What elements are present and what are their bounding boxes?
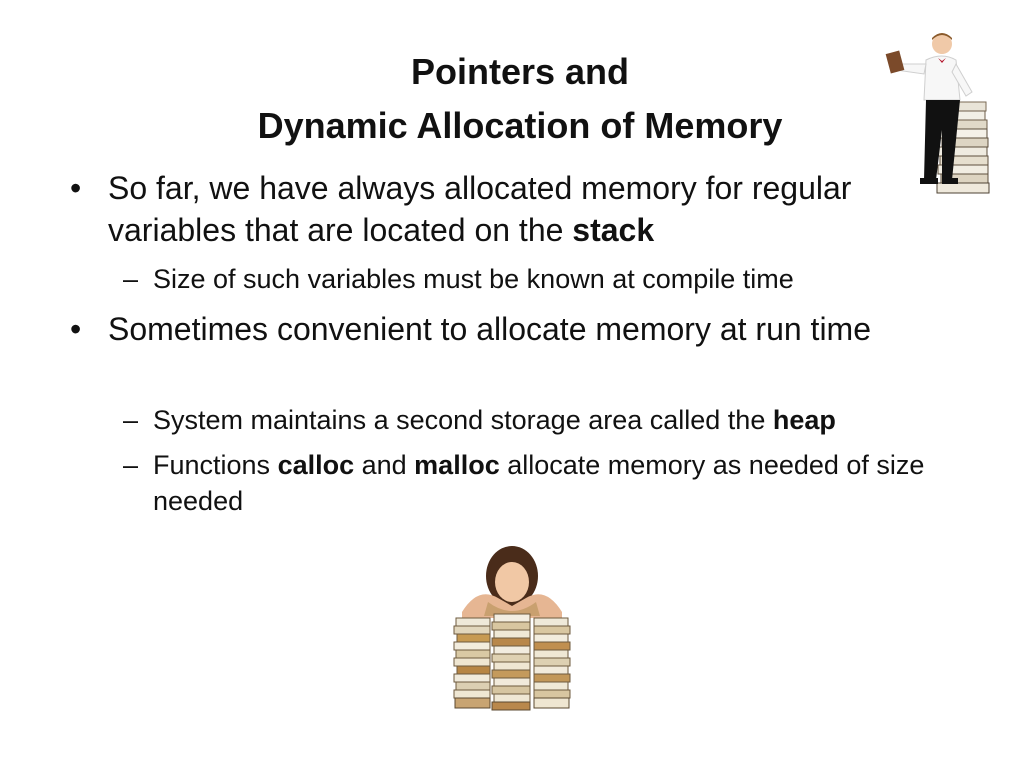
bullet-item-runtime [70,308,938,350]
sub-bullet-text-tail: allocate memory as needed of size needed [153,450,925,516]
sub-bullet-compile-time [123,261,953,297]
title-line-1: Pointers and [410,51,630,92]
sub-bullet-text: Functions [153,450,278,480]
sub-bullet-bold-malloc: malloc [414,450,500,480]
dash-symbol: – [123,450,139,480]
bullet-item-stack [70,167,938,251]
bullet-text: So far, we have always allocated memory for regular variables that are located on the [108,170,852,248]
bullet-symbol: • [70,170,82,206]
woman-on-book-stacks-icon [448,540,576,718]
sub-bullet-heap [123,402,953,438]
sub-bullet-bold-calloc: calloc [277,450,355,480]
dash-symbol: – [123,264,139,294]
bullet-symbol: • [70,311,82,347]
title-line-2: Dynamic Allocation of Memory [257,105,783,146]
sub-bullet-text: System maintains a second storage area called the [153,405,773,435]
bullet-bold-term: stack [572,212,655,248]
dash-symbol: – [123,405,139,435]
bullet-text: Sometimes convenient to allocate memory at run time [108,311,871,347]
sub-bullet-text: Size of such variables must be known at compile time [153,264,794,294]
boy-reading-on-book-stack-icon [880,30,995,200]
sub-bullet-text-and: and [354,450,415,480]
book-stacks-icon [454,614,570,710]
sub-bullet-bold-term: heap [772,405,836,435]
sub-bullet-calloc-malloc [123,447,953,519]
